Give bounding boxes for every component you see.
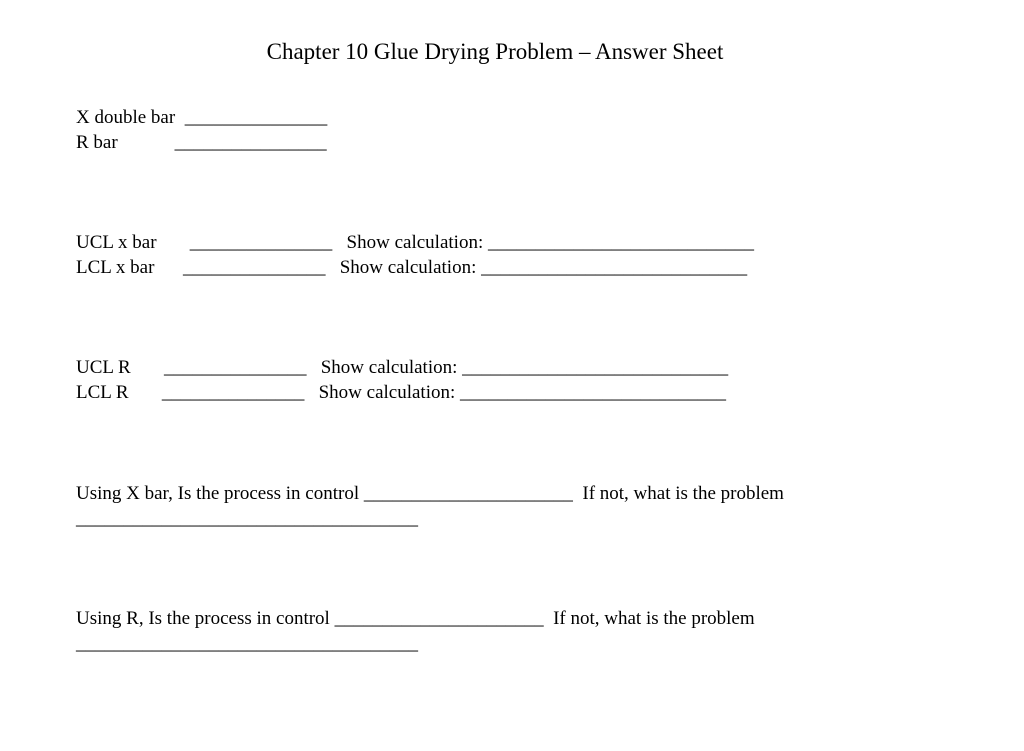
r-problem-blank: ____________________________________ — [76, 633, 418, 654]
lcl-r-line: LCL R _______________ Show calculation: ____________________________ — [76, 382, 727, 403]
x-double-bar-line: X double bar _______________ — [76, 107, 328, 128]
page-title: Chapter 10 Glue Drying Problem – Answer Sheet — [266, 39, 724, 64]
r-bar-line: R bar ________________ — [76, 132, 327, 153]
lcl-x-bar-line: LCL x bar _______________ Show calculation: ____________________________ — [76, 257, 748, 278]
x-bar-control-question: Using X bar, Is the process in control ______________________ If not, what is the problem — [76, 483, 784, 504]
x-bar-problem-blank: ____________________________________ — [76, 508, 418, 529]
ucl-r-line: UCL R _______________ Show calculation: ____________________________ — [76, 357, 729, 378]
r-control-question: Using R, Is the process in control ______________________ If not, what is the problem — [76, 608, 755, 629]
ucl-x-bar-line: UCL x bar _______________ Show calculation: ____________________________ — [76, 232, 754, 253]
